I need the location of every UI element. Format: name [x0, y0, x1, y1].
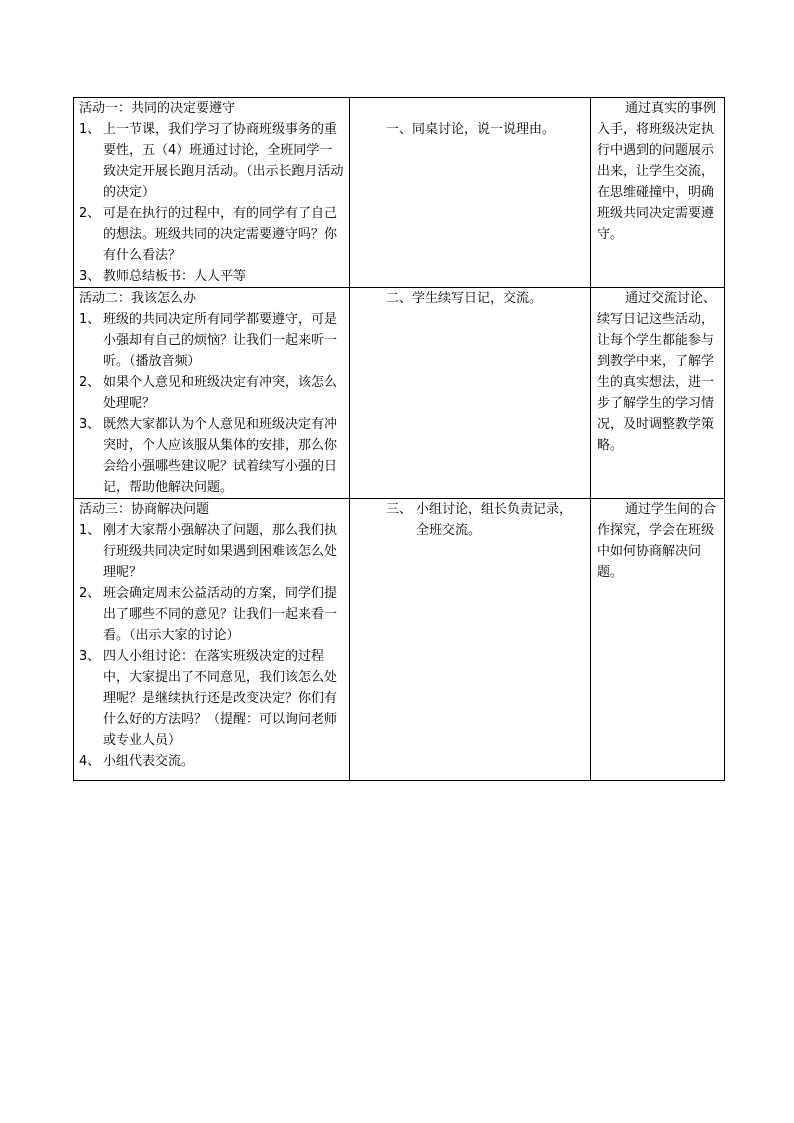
activity-title: 活动三：协商解决问题: [79, 502, 210, 517]
item-text: 班级的共同决定所有同学都要遵守，可是小强却有自己的烦恼？让我们一起来听一听。（播放音频）: [103, 312, 338, 369]
list-item: [74, 266, 349, 287]
teacher-activity-cell: [74, 98, 350, 288]
item-text: 班会确定周末公益活动的方案，同学们提出了哪些不同的意见？让我们一起来看一看。（出示大家的讨论）: [103, 586, 338, 643]
item-number: 3、: [79, 417, 101, 432]
list-item: [74, 414, 349, 498]
item-text: 教师总结板书：人人平等: [103, 269, 247, 284]
student-activity-text: [350, 499, 590, 541]
student-activity-cell: [350, 288, 591, 499]
list-item: [74, 203, 349, 266]
student-activity-text: 一、同桌讨论，说一说理由。: [386, 122, 556, 137]
list-item: [74, 372, 349, 414]
item-number: 2、: [79, 375, 101, 390]
item-number: 2、: [79, 586, 101, 601]
design-intent-text: 通过真实的事例入手，将班级决定执行中遇到的问题展示出来，让学生交流，在思维碰撞中，明确班级共同决定需要遵守。: [597, 101, 717, 242]
item-text: 四人小组讨论：在落实班级决定的过程中，大家提出了不同意见，我们该怎么处理呢？是继续执行还是改变决定？你们有什么好的方法吗？（提醒：可以询问老师或专业人员）: [103, 649, 338, 748]
item-number: 1、: [79, 312, 101, 327]
item-number: 2、: [79, 206, 101, 221]
design-intent-cell: [591, 98, 725, 288]
item-text: 刚才大家帮小强解决了问题，那么我们执行班级共同决定时如果遇到困难该怎么处理呢？: [103, 523, 338, 580]
list-item: [74, 119, 349, 203]
list-item: [74, 520, 349, 583]
item-text: 如果个人意见和班级决定有冲突，该怎么处理呢？: [103, 375, 338, 411]
student-activity-cell: [350, 98, 591, 288]
table-row-activity-3: [74, 499, 725, 781]
activity-title: 活动一：共同的决定要遵守: [79, 101, 236, 116]
item-number: 1、: [79, 523, 101, 538]
activity-title: 活动二：我该怎么办: [79, 291, 197, 306]
design-intent-text: 通过交流讨论、续写日记这些活动，让每个学生都能参与到教学中来，了解学生的真实想法，进一步了解学生的学习情况，及时调整教学策略。: [597, 291, 717, 453]
item-text: 小组代表交流。: [103, 754, 195, 769]
lesson-plan-table: [73, 97, 725, 781]
list-item: [74, 751, 349, 772]
item-text: 可是在执行的过程中，有的同学有了自己的想法。班级共同的决定需要遵守吗？你有什么看法？: [103, 206, 338, 263]
item-number: 4、: [79, 754, 101, 769]
student-activity-body: 小组讨论，组长负责记录，全班交流。: [416, 502, 573, 538]
teacher-activity-cell: [74, 499, 350, 781]
list-item: [74, 646, 349, 751]
item-text: 既然大家都认为个人意见和班级决定有冲突时，个人应该服从集体的安排，那么你会给小强哪些建议呢？试着续写小强的日记，帮助他解决问题。: [103, 417, 338, 495]
design-intent-cell: [591, 499, 725, 781]
design-intent-cell: [591, 288, 725, 499]
item-number: 3、: [79, 649, 101, 664]
item-text: 上一节课，我们学习了协商班级事务的重要性，五（4）班通过讨论，全班同学一致决定开展长跑月活动。（出示长跑月活动的决定）: [103, 122, 344, 200]
list-item: [74, 309, 349, 372]
item-number: 3、: [79, 269, 101, 284]
design-intent-text: 通过学生间的合作探究，学会在班级中如何协商解决问题。: [597, 502, 717, 580]
table-row-activity-1: [74, 98, 725, 288]
list-item: [74, 583, 349, 646]
student-activity-cell: [350, 499, 591, 781]
item-number: 1、: [79, 122, 101, 137]
teacher-activity-cell: [74, 288, 350, 499]
student-activity-text: 二、学生续写日记，交流。: [386, 291, 543, 306]
table-row-activity-2: [74, 288, 725, 499]
student-activity-number: 三、: [386, 502, 413, 517]
